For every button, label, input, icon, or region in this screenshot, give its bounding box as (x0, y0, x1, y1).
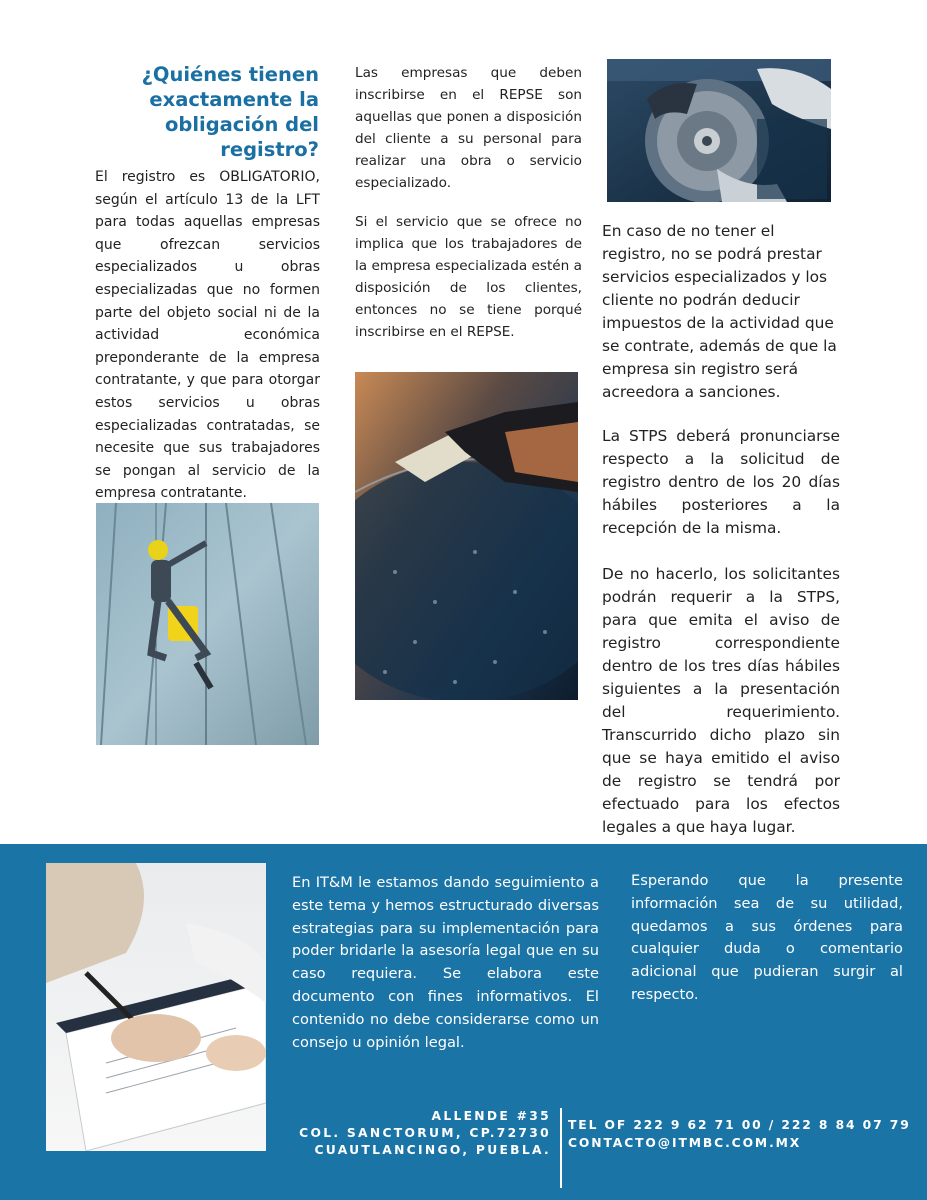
address-block (292, 1108, 551, 1159)
email-link[interactable]: CONTACTO@ITMBC.COM.MX (568, 1136, 802, 1150)
address-line-1: ALLENDE #35 (431, 1109, 551, 1123)
section-heading (86, 62, 319, 162)
no-registry-paragraph: En caso de no tener el registro, no se podrá prestar servicios especializados y los cliente no podrán deducir impuestos de la actividad que se contrate, además de que la empresa sin registro será acreedora a sanciones. (602, 222, 837, 401)
heading-line-3: obligación del registro? (164, 113, 319, 161)
address-line-2: COL. SANCTORUM, CP.72730 (299, 1126, 551, 1140)
address-line-3: CUAUTLANCINGO, PUEBLA. (314, 1143, 551, 1157)
brake-repair-photo (607, 59, 831, 202)
obligation-paragraph: El registro es OBLIGATORIO, según el artículo 13 de la LFT para todas aquellas empresas que ofrezcan servicios especializados u obras especializadas que no formen parte del objeto social ni de la actividad económica preponderante de la empresa contratante, y que para otorgar estos servicios u obras especializadas contratadas, se necesite que sus trabajadores se pongan al servicio de la empresa contratante. (95, 169, 320, 502)
contact-divider (560, 1108, 562, 1188)
contact-block (568, 1116, 918, 1152)
repse-exception-paragraph: Si el servicio que se ofrece no implica que los trabajadores de la empresa especializada estén a disposición de los clientes, entonces no se tiene porqué inscribirse en el REPSE. (355, 214, 582, 340)
window-climber-photo (96, 503, 319, 745)
repse-companies-paragraph: Las empresas que deben inscribirse en el REPSE son aquellas que ponen a disposición del cliente a su personal para realizar una obra o servicio especializado. (355, 65, 582, 191)
car-polishing-photo (355, 372, 578, 700)
document-signing-photo (46, 863, 266, 1151)
phone-text: TEL OF 222 9 62 71 00 / 222 8 84 07 79 (568, 1118, 911, 1132)
heading-line-2: exactamente la (149, 88, 319, 111)
itm-followup-paragraph: En IT&M le estamos dando seguimiento a este tema y hemos estructurado diversas estrategias para su implementación para poder bridarle la asesoría legal que en su caso requiera. Se elabora este documento con fines informativos. El contenido no debe considerarse como un consejo u opinión legal. (292, 874, 599, 1051)
stps-deadline-paragraph: La STPS deberá pronunciarse respecto a la solicitud de registro dentro de los 20 días hábiles posteriores a la recepción de la misma. (602, 427, 840, 537)
stps-request-paragraph: De no hacerlo, los solicitantes podrán requerir a la STPS, para que emita el aviso de registro correspondiente dentro de los tres días hábiles siguientes a la presentación del requerimiento. Transcurrido dicho plazo sin que se haya emitido el aviso de registro se tendrá por efectuado para los efectos legales a que haya lugar. (602, 565, 840, 836)
heading-line-1: ¿Quiénes tienen (141, 63, 319, 86)
closing-paragraph: Esperando que la presente información sea de su utilidad, quedamos a sus órdenes para cualquier duda o comentario adicional que pudieran surgir al respecto. (631, 872, 903, 1003)
